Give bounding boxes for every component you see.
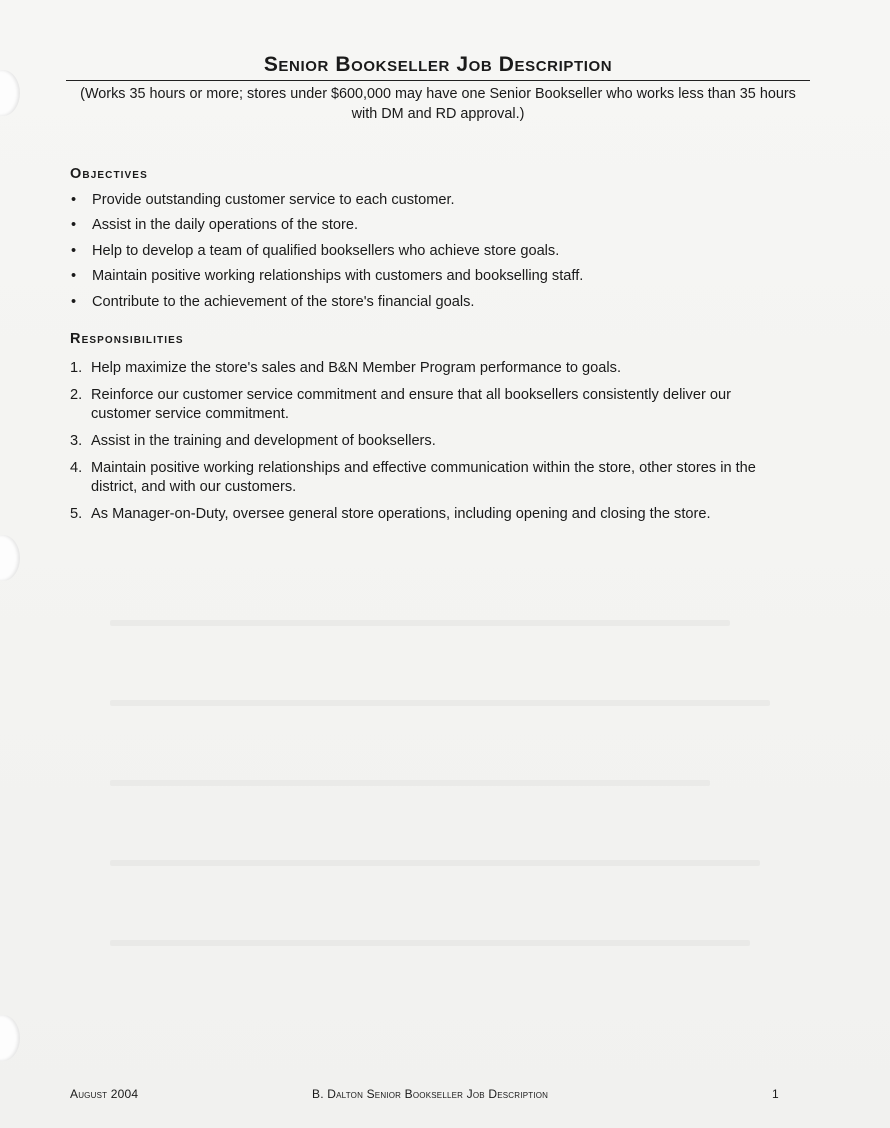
title-divider	[66, 80, 810, 81]
bleed-through	[110, 780, 710, 786]
responsibility-text: Help maximize the store's sales and B&N Member Program performance to goals.	[91, 360, 621, 376]
binder-hole	[0, 70, 20, 116]
item-number: 1.	[70, 360, 83, 376]
list-item	[70, 459, 790, 497]
item-number: 4.	[70, 460, 83, 476]
footer-date: August 2004	[70, 1087, 139, 1101]
bullet-icon: •	[71, 242, 77, 259]
bullet-icon: •	[71, 192, 77, 208]
item-number: 2.	[70, 387, 83, 403]
bleed-through	[110, 860, 760, 866]
objective-text: Contribute to the achievement of the store's financial goals.	[92, 293, 475, 310]
binder-hole	[0, 535, 20, 581]
responsibilities-list	[70, 359, 790, 532]
responsibility-text: Assist in the training and development of booksellers.	[91, 433, 436, 449]
page-subtitle: (Works 35 hours or more; stores under $600,000 may have one Senior Bookseller who works less than 35 hours with DM and RD approval.)	[80, 86, 796, 122]
item-number: 3.	[70, 433, 83, 449]
responsibility-text: Maintain positive working relationships and effective communication within the store, other stores in the district, and with our customers.	[91, 460, 756, 495]
responsibilities-heading: Responsibilities	[70, 331, 184, 347]
bullet-icon: •	[71, 293, 77, 310]
responsibility-text: As Manager-on-Duty, oversee general store operations, including opening and closing the store.	[91, 506, 711, 522]
bleed-through	[110, 940, 750, 946]
objective-text: Provide outstanding customer service to each customer.	[92, 192, 455, 208]
binder-hole	[0, 1015, 20, 1061]
bullet-icon: •	[71, 217, 77, 234]
bullet-icon: •	[71, 268, 77, 285]
objectives-list	[70, 190, 790, 317]
objectives-heading: Objectives	[70, 166, 148, 182]
list-item	[70, 359, 790, 378]
list-item	[70, 432, 790, 451]
item-number: 5.	[70, 506, 83, 522]
objective-text: Maintain positive working relationships with customers and bookselling staff.	[92, 268, 584, 285]
objective-text: Assist in the daily operations of the store.	[92, 217, 359, 234]
objective-text: Help to develop a team of qualified booksellers who achieve store goals.	[92, 242, 560, 259]
list-item	[70, 190, 790, 215]
list-item	[70, 215, 790, 240]
responsibility-text: Reinforce our customer service commitment and ensure that all booksellers consistently deliver our customer service commitment.	[91, 387, 731, 422]
footer-page-number: 1	[772, 1087, 779, 1101]
footer-document-title: B. Dalton Senior Bookseller Job Description	[312, 1087, 549, 1101]
list-item	[70, 386, 790, 424]
list-item	[70, 266, 790, 291]
page-title: Senior Bookseller Job Description	[263, 53, 613, 76]
list-item	[70, 505, 790, 524]
bleed-through	[110, 700, 770, 706]
list-item	[70, 241, 790, 266]
list-item	[70, 292, 790, 317]
bleed-through	[110, 620, 730, 626]
